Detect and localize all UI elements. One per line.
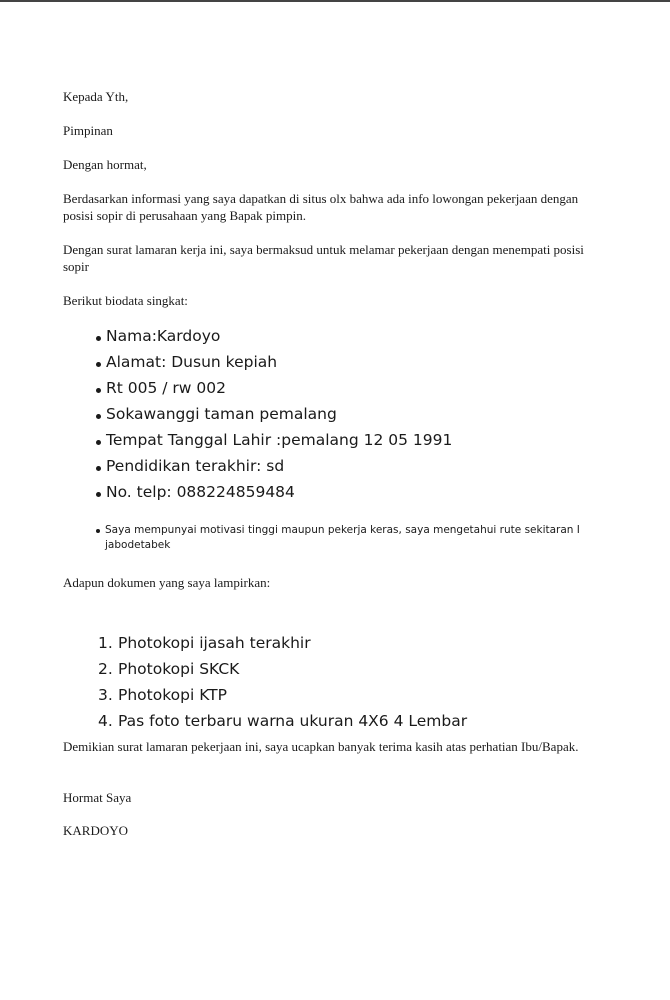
- closing-paragraph: Demikian surat lamaran pekerjaan ini, saya ucapkan banyak terima kasih atas perhatian Ibu/Bapak.: [63, 739, 579, 754]
- bullet-icon: [96, 466, 101, 471]
- bullet-icon: [96, 388, 101, 393]
- document-item: 2. Photokopi SKCK: [98, 660, 240, 678]
- documents-intro: Adapun dokumen yang saya lampirkan:: [63, 575, 271, 590]
- paragraph-application: Dengan surat lamaran kerja ini, saya bermaksud untuk melamar pekerjaan dengan menempati posisi sopir: [63, 242, 584, 274]
- biodata-item-village: Sokawanggi taman pemalang: [96, 401, 452, 427]
- bullet-icon: [96, 492, 101, 497]
- biodata-item-phone: No. telp: 088224859484: [96, 479, 452, 505]
- bullet-icon: [96, 362, 101, 367]
- motivation-text: Saya mempunyai motivasi tinggi maupun pekerja keras, saya mengetahui rute sekitaran I jabodetabek: [105, 524, 580, 551]
- top-border: [0, 0, 670, 2]
- biodata-item-address: Alamat: Dusun kepiah: [96, 349, 452, 375]
- recipient: Pimpinan: [63, 123, 113, 138]
- paragraph-source-info: Berdasarkan informasi yang saya dapatkan di situs olx bahwa ada info lowongan pekerjaan dengan posisi sopir di perusahaan yang Bapak pimpin.: [63, 191, 579, 223]
- greeting: Dengan hormat,: [63, 157, 147, 172]
- document-item: 3. Photokopi KTP: [98, 686, 227, 704]
- biodata-list: [96, 323, 452, 505]
- biodata-item-name: Nama:Kardoyo: [96, 323, 452, 349]
- bullet-icon: [96, 414, 101, 419]
- biodata-item-rt-rw: Rt 005 / rw 002: [96, 375, 452, 401]
- bullet-icon: [96, 336, 101, 341]
- document-item: 4. Pas foto terbaru warna ukuran 4X6 4 Lembar: [98, 712, 468, 730]
- biodata-intro: Berikut biodata singkat:: [63, 293, 188, 308]
- biodata-item-education: Pendidikan terakhir: sd: [96, 453, 452, 479]
- salutation-to: Kepada Yth,: [63, 89, 129, 104]
- documents-list: [98, 630, 467, 734]
- bullet-icon: [96, 440, 101, 445]
- signature-name: KARDOYO: [63, 823, 128, 838]
- biodata-item-birth: Tempat Tanggal Lahir :pemalang 12 05 1991: [96, 427, 452, 453]
- bullet-icon: [96, 529, 100, 533]
- document-item: 1. Photokopi ijasah terakhir: [98, 634, 311, 652]
- signoff: Hormat Saya: [63, 790, 132, 805]
- motivation-item: [96, 523, 596, 553]
